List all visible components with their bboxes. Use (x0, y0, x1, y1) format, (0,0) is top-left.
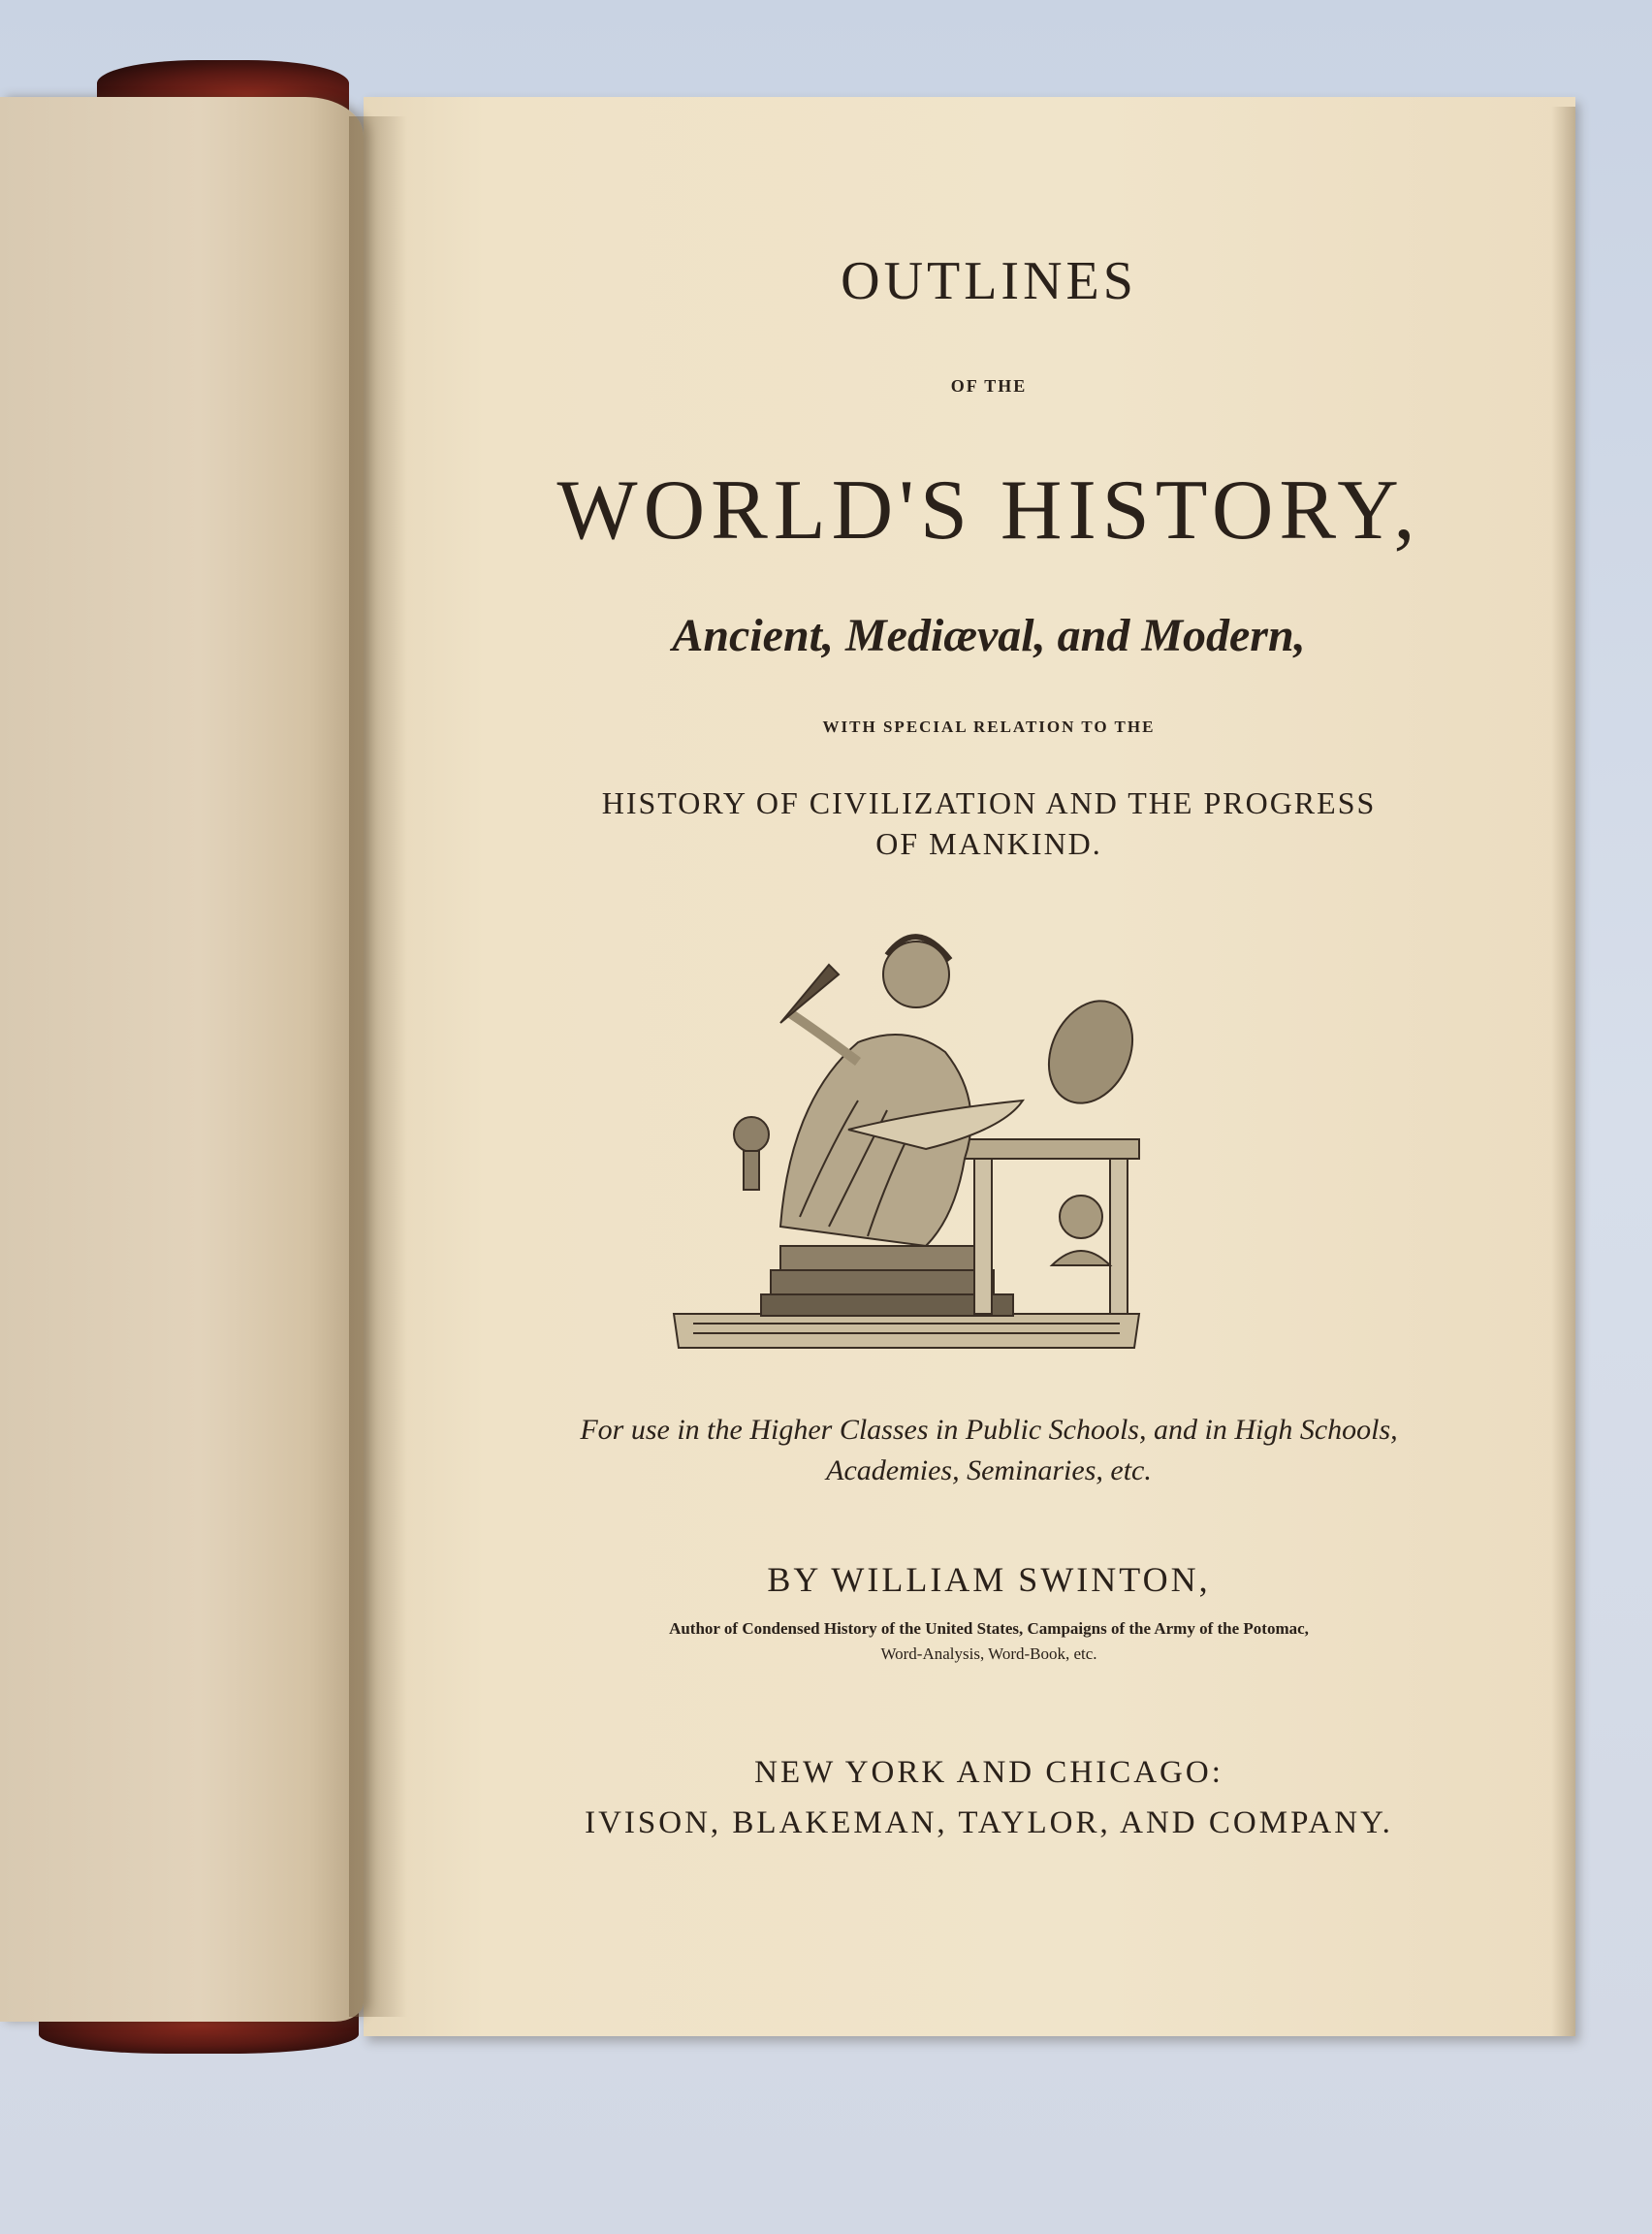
title-of-the: OF THE (950, 376, 1028, 396)
author-byline: BY WILLIAM SWINTON, (767, 1560, 1211, 1599)
intended-use-line-2: Academies, Seminaries, etc. (826, 1454, 1152, 1486)
publisher-name: IVISON, BLAKEMAN, TAYLOR, AND COMPANY. (585, 1805, 1393, 1840)
publisher-city: NEW YORK AND CHICAGO: (754, 1755, 1223, 1790)
subject-line-2: OF MANKIND. (875, 826, 1102, 861)
title-worlds-history: WORLD'S HISTORY, (556, 463, 1421, 558)
subject-line-1: HISTORY OF CIVILIZATION AND THE PROGRESS (601, 785, 1377, 820)
muse-engraving-illustration (635, 907, 1159, 1367)
author-credits-line-1: Author of Condensed History of the United States, Campaigns of the Army of the Potomac, (669, 1619, 1309, 1638)
title-outlines: OUTLINES (841, 251, 1137, 311)
subtitle-eras: Ancient, Mediæval, and Modern, (672, 610, 1306, 661)
book-gutter-shadow (349, 116, 407, 2017)
author-credits-line-2: Word-Analysis, Word-Book, etc. (880, 1644, 1097, 1663)
intended-use-line-1: For use in the Higher Classes in Public Schools, and in High Schools, (580, 1414, 1398, 1446)
flyleaf-page (0, 97, 364, 2022)
relation-line: WITH SPECIAL RELATION TO THE (822, 718, 1156, 736)
